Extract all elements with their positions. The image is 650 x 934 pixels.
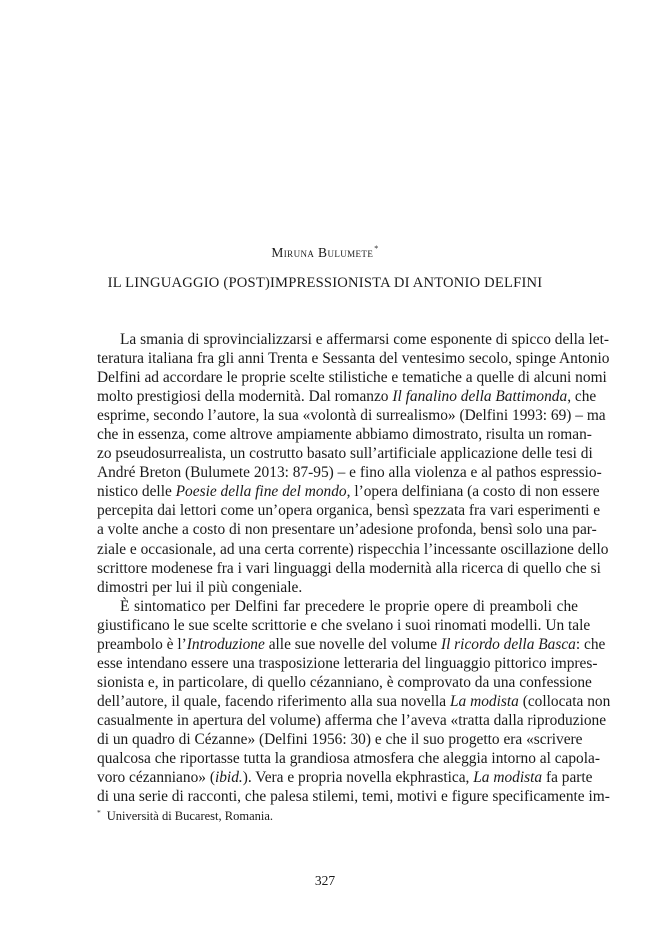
text-line (97, 425, 592, 444)
footnote-text: Università di Bucarest, Romania. (106, 809, 274, 823)
text-run: , l’opera delfiniana (a costo di non essere (346, 483, 600, 501)
text-line (97, 444, 593, 463)
article-body (97, 330, 611, 806)
text-line (97, 787, 610, 806)
article-title: IL LINGUAGGIO (POST)IMPRESSIONISTA DI ANTONIO DELFINI (107, 275, 543, 291)
text-run: (collocata non (518, 692, 611, 710)
text-line (97, 368, 607, 387)
text-line (97, 616, 591, 635)
italic-title: Poesie della fine del mondo (175, 483, 347, 501)
italic-title: La modista (449, 692, 519, 710)
text-run: giustificano le sue scelte scrittorie e che svelano i suoi rinomati modelli. Un tale (97, 616, 591, 634)
text-line (97, 387, 597, 406)
italic-title: La modista (473, 769, 543, 787)
text-run: ). Vera e propria novella ekphrastica, (242, 769, 474, 787)
footnote-marker: * (97, 808, 101, 817)
text-run: nistico delle (97, 483, 176, 501)
text-line (97, 749, 600, 768)
text-run: molto prestigiosi della modernità. Dal romanzo (97, 388, 393, 406)
text-run: , che (567, 388, 597, 406)
paragraph (97, 330, 610, 597)
text-run: di una serie di racconti, che palesa stilemi, temi, motivi e figure specificamente im- (97, 788, 610, 806)
text-line (97, 406, 606, 425)
text-line (97, 559, 601, 578)
text-run: Delfini ad accordare le proprie scelte stilistiche e tematiche a quelle di alcuni nomi (97, 369, 607, 387)
paragraph (97, 597, 611, 807)
text-run: qualcosa che riportasse tutta la grandiosa atmosfera che aleggia intorno al capola- (97, 750, 600, 768)
text-run: scrittore modenese fra i vari linguaggi della modernità alla ricerca di quello che si (97, 559, 601, 577)
page-number: 327 (314, 873, 336, 888)
text-run: zo pseudosurrealista, un costrutto basato sull’artificiale applicazione delle tesi di (97, 445, 593, 463)
text-run: a volte anche a costo di non presentare un’adesione profonda, bensì solo una par- (97, 521, 597, 539)
text-run: percepita dai lettori come un’opera organica, bensì spezzata fra vari esperimenti e (97, 502, 601, 520)
text-run: fa parte (542, 769, 593, 787)
text-line (97, 597, 578, 616)
text-line (97, 768, 593, 787)
text-line (97, 635, 606, 654)
text-run: teratura italiana fra gli anni Trenta e Sessanta del ventesimo secolo, spinge Antonio (97, 350, 610, 368)
text-run: dell’autore, il quale, facendo riferimento alla sua novella (97, 692, 450, 710)
text-run: È sintomatico per Delfini far precedere le proprie opere di preamboli che (120, 597, 578, 615)
text-line (97, 501, 601, 520)
footnote (97, 808, 578, 824)
text-run: ziale e occasionale, ad una certa corrente) rispecchia l’incessante oscillazione dello (97, 540, 609, 558)
text-run: casualmente in apertura del volume) afferma che l’aveva «tratta dalla riproduzione (97, 711, 607, 729)
text-line (97, 578, 578, 597)
text-run: esse intendano essere una trasposizione letteraria del linguaggio pittorico impres- (97, 654, 598, 672)
italic-title: Il fanalino della Battimonda (392, 388, 568, 406)
text-run: La smania di sprovincializzarsi e affermarsi come esponente di spicco della let- (120, 331, 610, 348)
author-footnote-marker: * (374, 244, 379, 253)
text-line (97, 673, 592, 692)
italic-title: Il ricordo della Basca (440, 635, 576, 653)
text-line (97, 711, 607, 730)
text-line (97, 540, 609, 559)
text-line (97, 520, 597, 539)
text-run: voro cézanniano» ( (97, 769, 215, 787)
text-run: che in essenza, come altrove ampiamente abbiamo dimostrato, risulta un roman- (97, 426, 592, 444)
text-run: preambolo è l’ (97, 635, 187, 653)
text-run: dimostri per lui il più congeniale. (97, 578, 303, 596)
author-name: Miruna Bulumete* (271, 244, 379, 260)
text-line (97, 463, 602, 482)
italic-title: Introduzione (186, 635, 265, 653)
text-run: sionista e, in particolare, di quello cézanniano, è comprovato da una confessione (97, 673, 592, 691)
text-line (97, 330, 610, 349)
italic-title: ibid. (214, 769, 243, 787)
text-run: André Breton (Bulumete 2013: 87-95) – e fino alla violenza e al pathos espressio- (97, 464, 602, 482)
text-line (97, 730, 583, 749)
text-run: alle sue novelle del volume (264, 635, 441, 653)
text-line (97, 349, 610, 368)
text-line (97, 654, 598, 673)
text-line (97, 482, 600, 501)
text-run: esprime, secondo l’autore, la sua «volontà di surrealismo» (Delfini 1993: 69) – ma (97, 407, 606, 425)
text-line (97, 692, 611, 711)
text-run: : che (575, 635, 606, 653)
text-run: di un quadro di Cézanne» (Delfini 1956: 30) e che il suo progetto era «scrivere (97, 730, 583, 748)
